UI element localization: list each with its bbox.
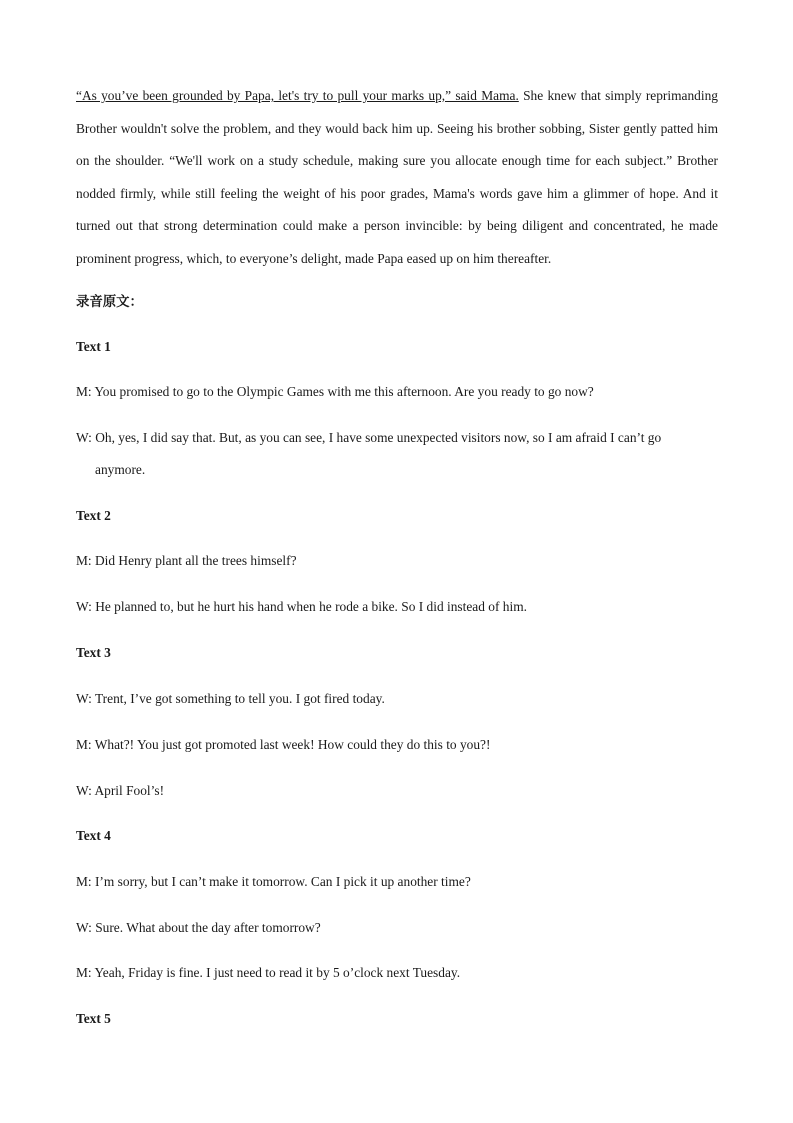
text3-woman-line: W: Trent, I’ve got something to tell you. I got fired today. [76,691,385,706]
text3-woman-line-2: W: April Fool’s! [76,783,165,798]
text1-man-line: M: You promised to go to the Olympic Games with me this afternoon. Are you ready to go now? [76,384,594,399]
text4-man-line-2: M: Yeah, Friday is fine. I just need to read it by 5 o’clock next Tuesday. [76,965,461,980]
text5-title: Text 5 [76,1011,111,1026]
text1-title: Text 1 [76,339,111,354]
paragraph-body: She knew that simply reprimanding Brother wouldn't solve the problem, and they would back him up. Seeing his brother sobbing, Sister gently patted him on the shoulder. “We'll work on a study schedule, making sure you allocate enough time for each subject.” Brother nodded firmly, while still feeling the weight of his poor grades, Mama's words gave him a glimmer of hope. And it turned out that strong determination could make a person invincible: by being diligent and concentrated, he made prominent progress, which, to everyone’s delight, made Papa eased up on him thereafter. [76,88,718,266]
text1-woman-line: W: Oh, yes, I did say that. But, as you can see, I have some unexpected visitors now, so I am afraid I can’t go [76,430,662,445]
underlined-sentence: “As you’ve been grounded by Papa, let's try to pull your marks up,” said Mama. [76,88,519,103]
text1-woman-line-continued: anymore. [95,462,146,477]
text4-man-line: M: I’m sorry, but I can’t make it tomorrow. Can I pick it up another time? [76,874,471,889]
text4-title: Text 4 [76,828,111,843]
text3-title: Text 3 [76,645,111,660]
text4-woman-line: W: Sure. What about the day after tomorrow? [76,920,321,935]
story-paragraph [76,80,718,276]
text2-woman-line: W: He planned to, but he hurt his hand when he rode a bike. So I did instead of him. [76,599,527,614]
text2-title: Text 2 [76,508,111,523]
text2-man-line: M: Did Henry plant all the trees himself? [76,553,297,568]
transcript-heading: 录音原文： [76,294,143,309]
text3-man-line: M: What?! You just got promoted last week! How could they do this to you?! [76,737,491,752]
